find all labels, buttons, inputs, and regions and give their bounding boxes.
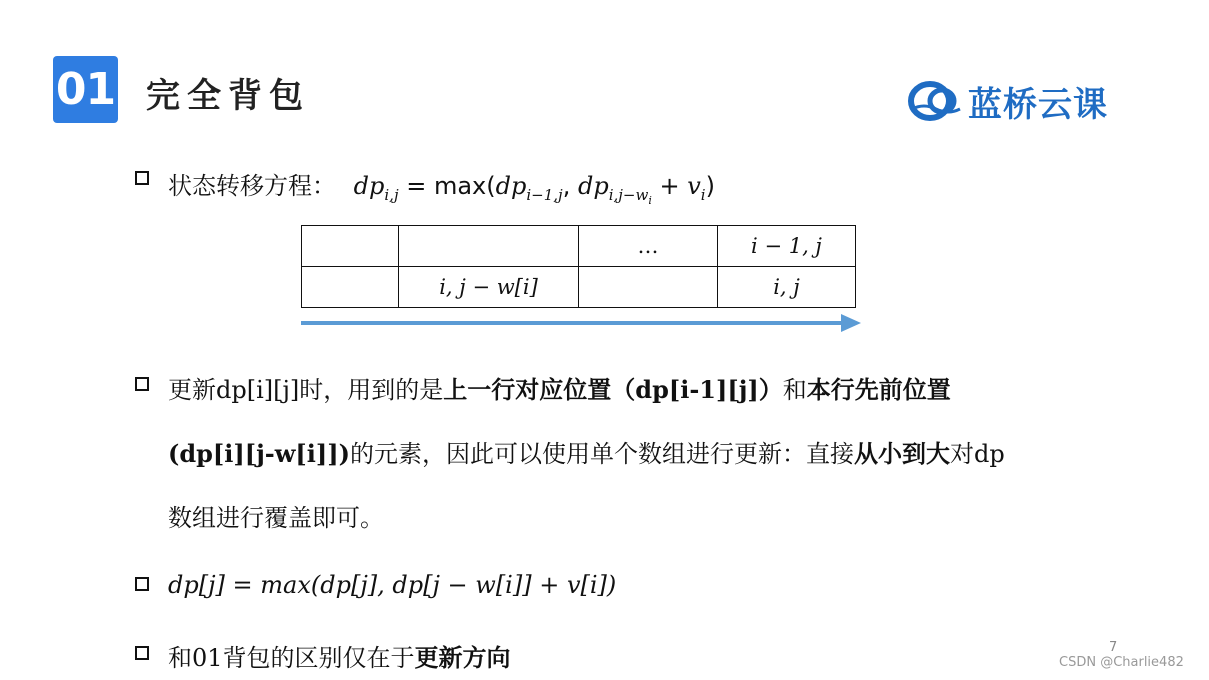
one-dim-formula: dp[j] = max(dp[j], dp[j − w[i]] + v[i]) [168,571,617,599]
explanation-line-2: (dp[i][j-w[i]])的元素，因此可以使用单个数组进行更新：直接从小到大对dp [168,439,1005,468]
table-cell [399,226,579,267]
watermark: CSDN @Charlie482 [1059,655,1184,670]
explanation-line-1: 更新dp[i][j]时，用到的是上一行对应位置（dp[i-1][j]）和本行先前位置 [168,375,951,404]
table-cell: i, j − w[i] [399,267,579,308]
table-cell [302,226,399,267]
bullet-square-4 [135,646,149,660]
lanqiao-logo-icon [908,79,964,123]
emphasis-small-to-large: 从小到大 [853,439,950,468]
logo-text: 蓝桥云课 [968,84,1108,125]
dp-table [301,225,856,308]
brand-logo [908,78,1108,124]
emphasis-prev-row: 上一行对应位置（dp[i-1][j]） [443,375,783,404]
table-cell: … [579,226,718,267]
table-cell [302,267,399,308]
table-row [302,267,856,308]
emphasis-update-direction: 更新方向 [414,643,511,672]
bullet-square-2 [135,377,149,391]
page-number: 7 [1109,640,1118,655]
transition-equation: $dp_{i,j} = \max(dp_{i-1,j}$, $dp_{i,j-w_i} + v_i$) [353,172,715,207]
transition-equation-line [168,166,715,207]
direction-arrow-icon [301,313,863,333]
explanation-line-3: 数组进行覆盖即可。 [168,504,384,532]
section-number-badge: 01 [53,56,118,123]
table-cell: i − 1, j [718,226,856,267]
table-cell: i, j [718,267,856,308]
bullet-square-3 [135,577,149,591]
emphasis-current-row: 本行先前位置 [806,375,951,404]
page-title: 完全背包 [146,76,310,116]
table-row [302,226,856,267]
difference-line: 和01背包的区别仅在于更新方向 [168,643,511,672]
table-cell [579,267,718,308]
bullet-square-1 [135,171,149,185]
equation-label: 状态转移方程： [168,172,336,200]
